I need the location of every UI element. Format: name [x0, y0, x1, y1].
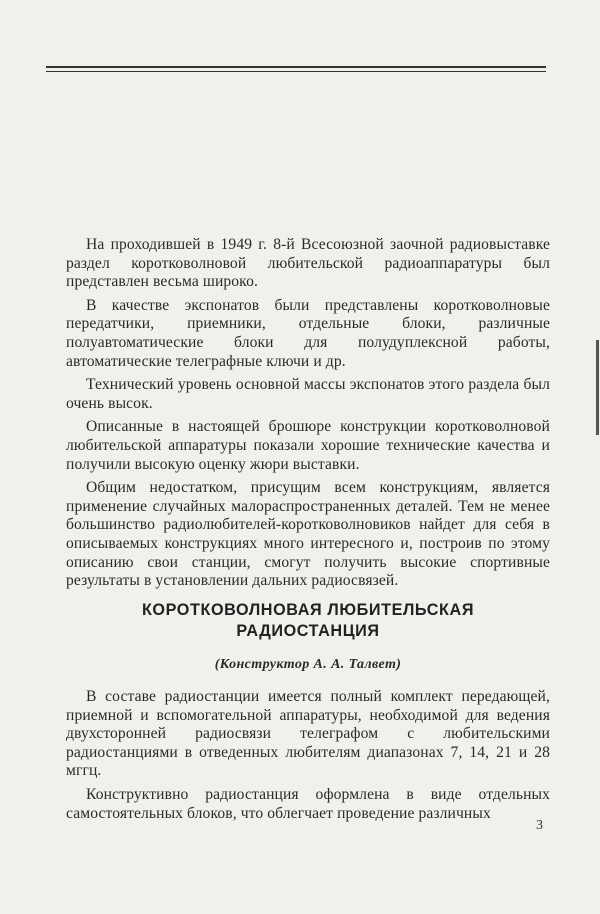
section-text	[66, 688, 550, 828]
section-paragraph-2: Конструктивно радиостанция оформлена в виде отдельных самостоятельных блоков, что облегчает проведение различных	[66, 785, 550, 822]
intro-paragraph-5: Общим недостатком, присущим всем конструкциям, является применение случайных малораспространенных деталей. Тем не менее большинство радиолюбителей-коротковолновиков найдет для себя в описываемых конструкциях много интересного и, построив по этому описанию свои станции, смогут получить высокие спортивные результаты в установлении дальних радиосвязей.	[66, 479, 550, 590]
page-number: 3	[536, 818, 543, 833]
header-rule-thin	[46, 71, 546, 72]
section-author: (Конструктор А. А. Талвет)	[214, 657, 402, 672]
intro-paragraph-1: На проходившей в 1949 г. 8-й Всесоюзной заочной радиовыставке раздел коротковолновой любительской радиоаппаратуры был представлен весьма широко.	[66, 236, 550, 291]
intro-paragraph-3: Технический уровень основной массы экспонатов этого раздела был очень высок.	[66, 376, 550, 412]
section-title	[66, 600, 550, 642]
intro-text	[66, 236, 550, 596]
section-paragraph-1: В составе радиостанции имеется полный комплект передающей, приемной и вспомогательной аппаратуры, необходимой для ведения двухсторонней радиосвязи телеграфом с любительскими радиостанциями в отведенных любителям диапазонах 7, 14, 21 и 28 мггц.	[66, 688, 550, 780]
scan-margin-mark	[596, 340, 599, 435]
section-title-line-1: КОРОТКОВОЛНОВАЯ ЛЮБИТЕЛЬСКАЯ	[141, 601, 475, 619]
intro-paragraph-4: Описанные в настоящей брошюре конструкции коротковолновой любительской аппаратуры показали хорошие технические качества и получили высокую оценку жюри выставки.	[66, 418, 550, 473]
section-title-line-2: РАДИОСТАНЦИЯ	[236, 622, 380, 640]
intro-paragraph-2: В качестве экспонатов были представлены коротковолновые передатчики, приемники, отдельные блоки, различные полуавтоматические блоки для полудуплексной работы, автоматические телеграфные ключи и др.	[66, 296, 550, 370]
header-rule-thick	[46, 66, 546, 68]
